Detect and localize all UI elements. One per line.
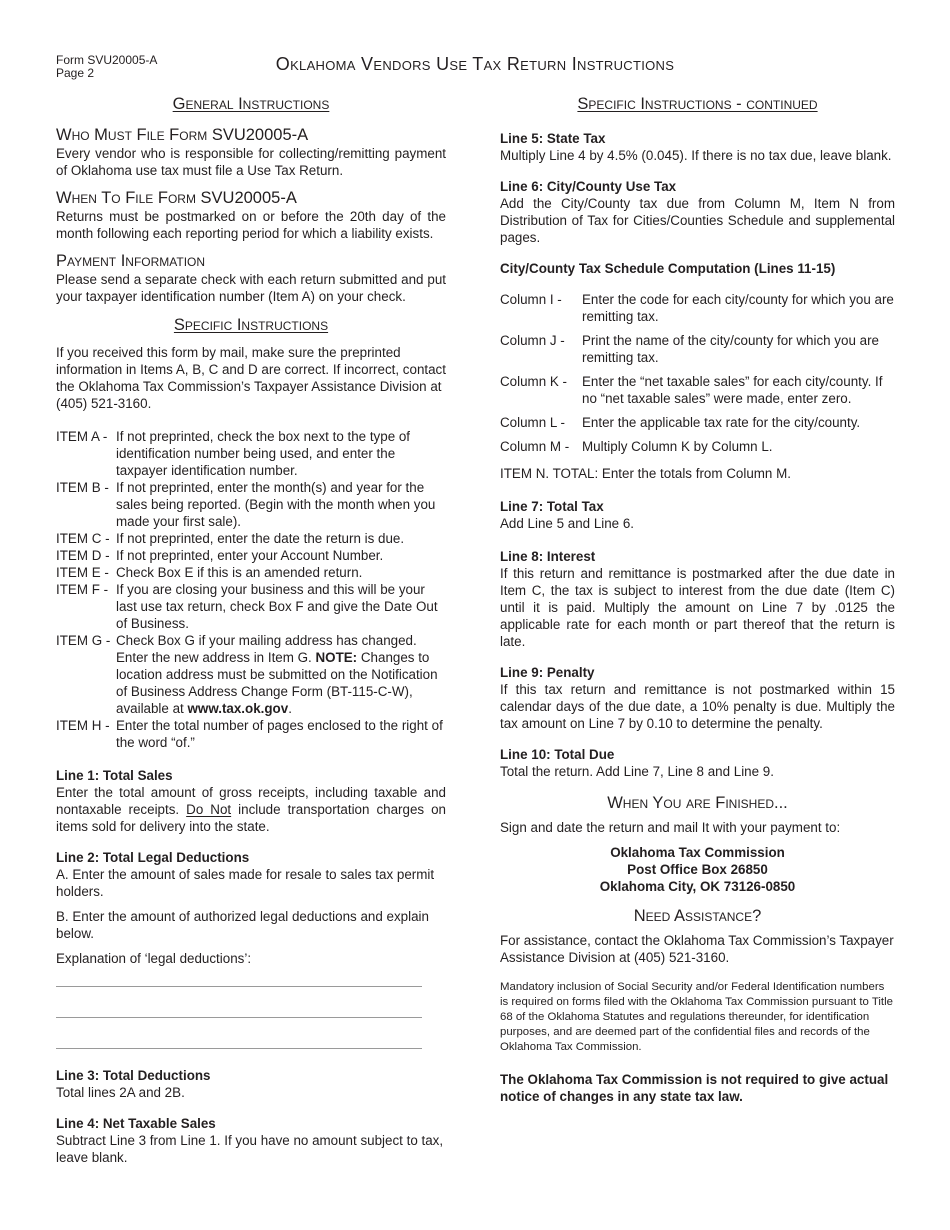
need-assistance-text: For assistance, contact the Oklahoma Tax Commission’s Taxpayer Assistance Division at (405) 521-3160. xyxy=(500,933,894,965)
specific-intro-text: If you received this form by mail, make sure the preprinted information in Items A, B, C and D are correct. If incorrect, contact the Oklahoma Tax Commission’s Taxpayer Assistance Division at (405) 521-3160. xyxy=(56,345,446,411)
column-row: Column K - Enter the “net taxable sales” for each city/county. If no “net taxable sales” were made, enter zero. xyxy=(500,374,883,406)
column-row: Column M - Multiply Column K by Column L. xyxy=(500,439,773,454)
column-row: Column I - Enter the code for each city/county for which you are remitting tax. xyxy=(500,292,894,324)
item-row: ITEM F - If you are closing your business and this will be your last use tax return, check Box F and give the Date Out of Business. xyxy=(56,582,438,631)
notice-text: The Oklahoma Tax Commission is not required to give actual notice of changes in any state tax law. xyxy=(500,1072,889,1104)
line3-text: Total lines 2A and 2B. xyxy=(56,1085,185,1100)
column-row: Column L - Enter the applicable tax rate for the city/county. xyxy=(500,415,861,430)
item-row-g: ITEM G - Check Box G if your mailing address has changed. Enter the new address in Item G. NOTE: Changes to location address must be submitted on the Notification of Business Address Change Form (BT-115-C-W), available at www.tax.ok.gov. xyxy=(56,633,438,716)
mailing-address xyxy=(500,844,895,895)
line2-b-text: B. Enter the amount of authorized legal deductions and explain below. xyxy=(56,909,429,941)
line10-heading: Line 10: Total Due xyxy=(500,747,615,762)
item-list xyxy=(56,428,446,751)
line7-text: Add Line 5 and Line 6. xyxy=(500,516,635,531)
line8-heading: Line 8: Interest xyxy=(500,549,596,564)
explanation-line[interactable] xyxy=(56,1018,422,1049)
line4-heading: Line 4: Net Taxable Sales xyxy=(56,1116,216,1131)
item-row: ITEM B - If not preprinted, enter the month(s) and year for the sales being reported. (Begin with the month when you made your first sale). xyxy=(56,480,436,529)
item-row: ITEM E - Check Box E if this is an amended return. xyxy=(56,565,363,580)
column-list xyxy=(500,291,895,455)
line7-heading: Line 7: Total Tax xyxy=(500,499,604,514)
explanation-line[interactable] xyxy=(56,987,422,1018)
item-n-text: ITEM N. TOTAL: Enter the totals from Column M. xyxy=(500,466,791,481)
right-column xyxy=(500,94,895,1105)
payment-information-heading: Payment Information xyxy=(56,252,206,270)
item-row: ITEM A - If not preprinted, check the box next to the type of identification number being used, and enter the taxpayer identification number. xyxy=(56,429,411,478)
specific-instructions-heading: Specific Instructions xyxy=(173,316,329,334)
schedule-heading: City/County Tax Schedule Computation (Lines 11-15) xyxy=(500,261,836,276)
tax-website-link[interactable]: www.tax.ok.gov xyxy=(187,701,289,716)
address-line: Oklahoma Tax Commission xyxy=(610,845,785,860)
page-number: Page 2 xyxy=(56,66,95,80)
when-finished-text: Sign and date the return and mail It with your payment to: xyxy=(500,820,841,835)
general-instructions-heading: General Instructions xyxy=(172,95,330,113)
explanation-line[interactable] xyxy=(56,967,422,987)
when-to-file-text: Returns must be postmarked on or before the 20th day of the month following each reporting period for which a liability exists. xyxy=(56,209,446,241)
when-finished-heading: When You are Finished... xyxy=(607,794,788,812)
item-row: ITEM D - If not preprinted, enter your Account Number. xyxy=(56,548,384,563)
address-line: Post Office Box 26850 xyxy=(627,862,768,877)
when-to-file-heading: When To File Form SVU20005-A xyxy=(56,189,297,207)
column-row: Column J - Print the name of the city/county for which you are remitting tax. xyxy=(500,333,879,365)
specific-continued-heading: Specific Instructions - continued xyxy=(577,95,818,113)
who-must-file-text: Every vendor who is responsible for collecting/remitting payment of Oklahoma use tax must file a Use Tax Return. xyxy=(56,146,446,178)
line1-text: Enter the total amount of gross receipts, including taxable and nontaxable receipts. Do Not include transportation charges on items sold for delivery into the state. xyxy=(56,785,446,834)
address-line: Oklahoma City, OK 73126-0850 xyxy=(599,879,796,894)
item-row: ITEM C - If not preprinted, enter the date the return is due. xyxy=(56,531,405,546)
line9-heading: Line 9: Penalty xyxy=(500,665,595,680)
left-column xyxy=(56,94,446,1166)
line2-heading: Line 2: Total Legal Deductions xyxy=(56,850,250,865)
line5-heading: Line 5: State Tax xyxy=(500,131,606,146)
line8-text: If this return and remittance is postmarked after the due date in Item C, the tax is subject to interest from the due date (Item C) until it is paid. Multiply the amount on Line 7 by .0125 the applicable rate for each month or part thereof that the return is late. xyxy=(500,566,895,649)
line3-heading: Line 3: Total Deductions xyxy=(56,1068,211,1083)
legal-deductions-explanation-label: Explanation of ‘legal deductions’: xyxy=(56,951,252,966)
line4-text: Subtract Line 3 from Line 1. If you have no amount subject to tax, leave blank. xyxy=(56,1133,444,1165)
mandatory-disclosure-text: Mandatory inclusion of Social Security and/or Federal Identification numbers is required on forms filed with the Oklahoma Tax Commission pursuant to Title 68 of the Oklahoma Statutes and regulations thereunder, for identification purposes, and are deemed part of the confidential files and records of the Oklahoma Tax Commission. xyxy=(500,981,893,1053)
who-must-file-heading: Who Must File Form SVU20005-A xyxy=(56,126,309,144)
line5-text: Multiply Line 4 by 4.5% (0.045). If there is no tax due, leave blank. xyxy=(500,148,892,163)
line2-a-text: A. Enter the amount of sales made for resale to sales tax permit holders. xyxy=(56,867,435,899)
line1-heading: Line 1: Total Sales xyxy=(56,768,173,783)
payment-information-text: Please send a separate check with each return submitted and put your taxpayer identification number (Item A) on your check. xyxy=(56,272,446,304)
line9-text: If this tax return and remittance is not postmarked within 15 calendar days of the due date, a 10% penalty is due. Multiply the tax amount on Line 7 by 0.10 to determine the penalty. xyxy=(500,682,895,731)
item-row-h: ITEM H - Enter the total number of pages enclosed to the right of the word “of.” xyxy=(56,718,443,750)
need-assistance-heading: Need Assistance? xyxy=(633,907,762,925)
line10-text: Total the return. Add Line 7, Line 8 and Line 9. xyxy=(500,764,774,779)
line6-text: Add the City/County tax due from Column M, Item N from Distribution of Tax for Cities/Counties Schedule and supplemental pages. xyxy=(500,196,895,245)
form-id: Form SVU20005-A xyxy=(56,53,158,67)
line6-heading: Line 6: City/County Use Tax xyxy=(500,179,677,194)
page-title: Oklahoma Vendors Use Tax Return Instructions xyxy=(275,54,675,74)
